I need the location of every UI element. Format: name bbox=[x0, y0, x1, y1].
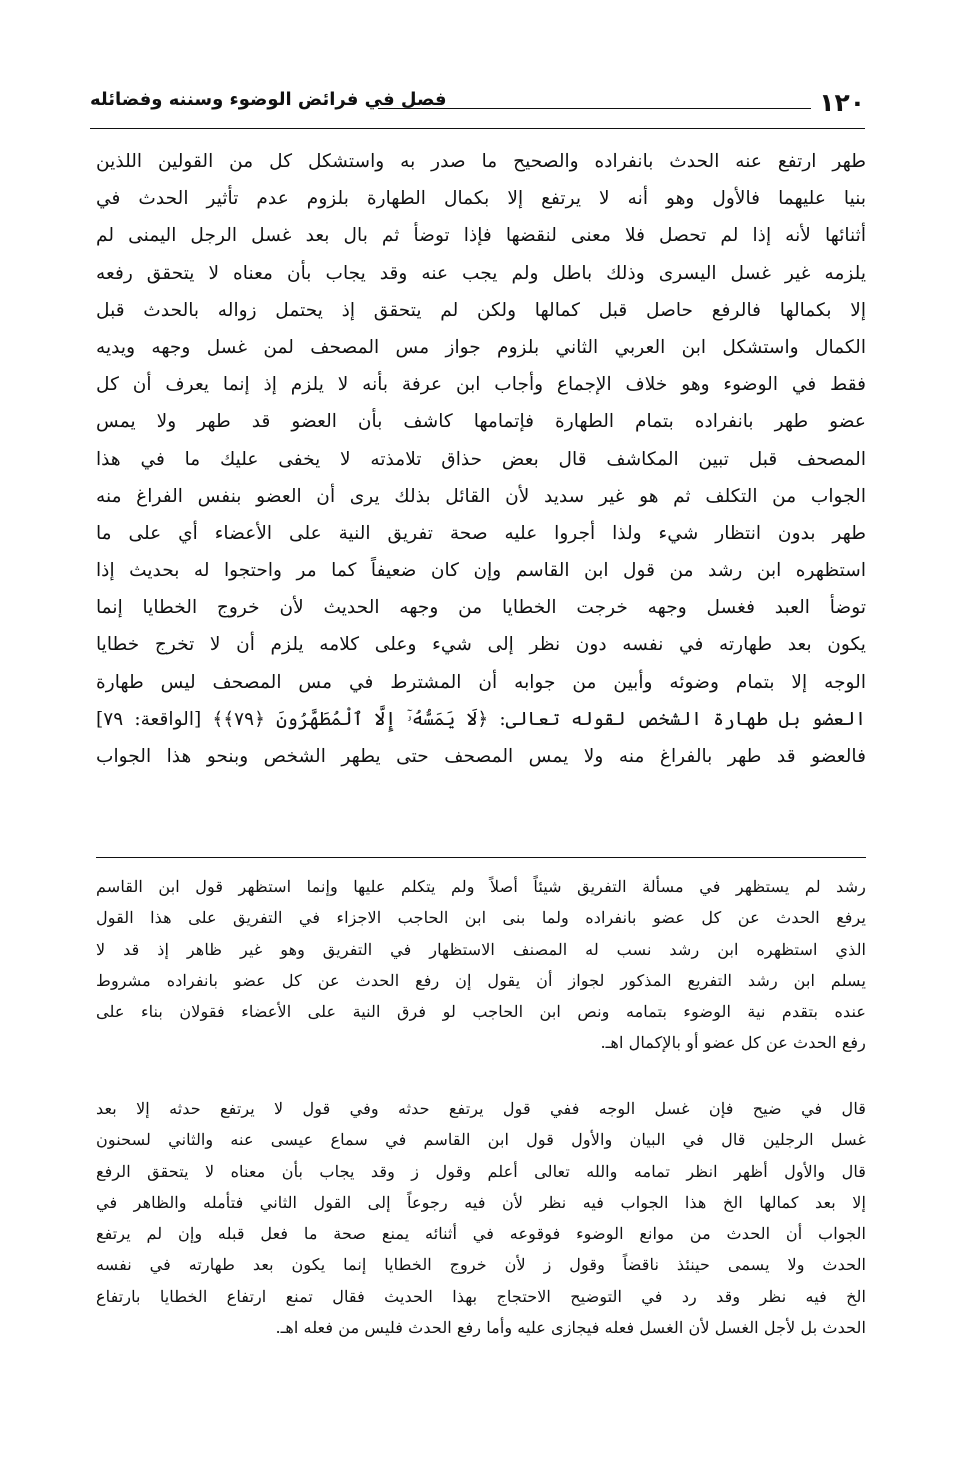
footnote-line: عنده بتقدم نية الوضوء بتمامه ونص ابن الحاجب لو فرق النية على الأعضاء فقولان بناء على bbox=[96, 1002, 866, 1022]
footnote-line: رشد لم يستظهر في مسألة التفريق شيئاً أصلاً ولم يتكلم عليها وإنما استظهر قول ابن القاسم bbox=[96, 877, 866, 896]
text-line: أثنائها لأنه إذا لم تحصل فلا معنى لنقضها فإذا توضأ ثم بال بعد غسل الرجل اليمنى لم bbox=[96, 225, 866, 247]
footnote-line: الذي استظهره ابن رشد نسب له المصنف الاستظهار في التفريق وهو غير ظاهر إذ قد لا bbox=[96, 939, 866, 959]
text-line-quran-verse: العضو بل طهارة الشخص لقوله تعالى: ﴿لَا يَمَسُّهُۥٓ إِلَّا ٱلْمُطَهَّرُونَ ﴿٧٩﴾﴾ [الواقعة: ٧٩] bbox=[96, 708, 866, 730]
footnote-line: إلا بعد كمالها الخ هذا الجواب فيه نظر لأن فيه رجوعاً إلى القول الثاني فتأمله والظاهر في bbox=[96, 1192, 866, 1212]
text-line: فقط في الوضوء وهو خلاف الإجماع وأجاب ابن عرفة بأنه لا يلزم إذ إنما يعرف أن كل bbox=[96, 374, 866, 396]
text-line: عضو طهر بانفراده بتمام الطهارة فإتمامها كاشف بأن العضو قد طهر ولا يمس bbox=[96, 411, 866, 433]
running-header bbox=[90, 84, 865, 130]
footnote-line: الحدث ولا يسمى حينئذ ناقضاً وقول ز لأن خروج الخطايا إنما يكون بعد طهارته في نفسه bbox=[96, 1255, 866, 1275]
text-line: استظهره ابن رشد من قول ابن القاسم وإن كان ضعيفاً كما مر واحتجوا له بحديث إذا bbox=[96, 560, 866, 582]
text-line: بنيا عليهما فالأول وهو أنه لا يرتفع إلا بكمال الطهارة بلزوم عدم تأثير الحدث في bbox=[96, 188, 866, 210]
text-line: طهر بدون انتظار شيء ولذا أجروا عليه صحة تفريق النية على الأعضاء أي على ما bbox=[96, 522, 866, 544]
text-line: المصحف قبل تبين المكاشف قال بعض حذاق تلامذته لا يخفى عليك ما في هذا bbox=[96, 448, 866, 470]
footnote-paragraph-2 bbox=[96, 1093, 866, 1343]
footnote-divider bbox=[96, 857, 866, 858]
footnote-line: رفع الحدث عن كل عضو أو بالإكمال اهـ. bbox=[600, 1033, 866, 1053]
footnote-paragraph-1 bbox=[96, 871, 866, 1059]
main-text bbox=[96, 143, 866, 775]
text-line: طهر ارتفع عنه الحدث بانفراده والصحيح ما صدر به واستشكل كل من القولين اللذين bbox=[96, 151, 866, 172]
text-line: إلا بكمالها فالرفع حاصل قبل كمالها ولكن لم يتحقق إذ يحتمل زواله بالحدث قبل bbox=[96, 299, 866, 321]
text-line: توضأ العبد فغسل وجهه خرجت الخطايا من وجهه الحديث لأن خروج الخطايا إنما bbox=[96, 597, 866, 619]
footnote-line: قال في ضيح فإن غسل الوجه ففي قول يرتفع حدثه وفي قول لا يرتفع حدثه إلا بعد bbox=[96, 1099, 866, 1118]
footnote-line: قال والأول أظهر انظر تمامه والله تعالى أعلم وقول ز وقد يجاب بأن معناه لا يتحقق الرفع bbox=[96, 1161, 866, 1181]
footnote-line: يرفع الحدث عن كل عضو بانفراده ولما بنى ابن الحاجب الاجزاء في التفريق على هذا القول bbox=[96, 908, 866, 928]
footnote-line: يسلم ابن رشد التفريع المذكور لجواز أن يقول إن رفع الحدث عن كل عضو بانفراده مشروط bbox=[96, 970, 866, 990]
chapter-title: فصل في فرائض الوضوء وسننه وفضائله bbox=[90, 89, 447, 110]
page-number: ١٢٠ bbox=[819, 88, 865, 117]
text-line: فالعضو قد طهر بالفراغ منه ولا يمس المصحف حتى يطهر الشخص وبنحو هذا الجواب bbox=[96, 746, 866, 767]
text-line: الجواب من التكلف ثم هو غير سديد لأن القائل بذلك يرى أن العضو بنفس الفراغ منه bbox=[96, 485, 866, 507]
footnote-line: الخ فيه نظر وقد رد في التوضيح الاحتجاج بهذا الحديث فقال تمنع ارتفاع الخطايا بارتفاع bbox=[96, 1286, 866, 1306]
header-underline bbox=[90, 128, 865, 129]
text-line: يكون بعد طهارته في نفسه دون نظر إلى شيء وعلى كلامه يلزم أن لا تخرج خطايا bbox=[96, 634, 866, 656]
footnote-line: الحدث بل لأجل الغسل لأن الغسل فعله فيجازى عليه وأما رفع الحدث فليس من فعله اهـ. bbox=[275, 1318, 866, 1338]
text-line: يلزمه غير غسل اليسرى وذلك باطل ولم يجب عنه وقد يجاب بأن معناه لا يتحقق رفعه bbox=[96, 262, 866, 284]
text-line: الكمال واستشكل ابن العربي الثاني بلزوم جواز مس المصحف لمن غسل وجهه ويديه bbox=[96, 336, 866, 358]
footnote-line: الجواب أن الحدث من موانع الوضوء فوقوعه في أثنائه يمنع صحة ما فعل قبله وإن لم يرتفع bbox=[96, 1224, 866, 1244]
footnote-line: غسل الرجلين قال في البيان والأول قول ابن القاسم في سماع عيسى عنه والثاني لسحنون bbox=[96, 1130, 866, 1150]
text-line: الوجه إلا بتمام وضوئه وأبين من جوابه أن المشترط في مس المصحف ليس طهارة bbox=[96, 671, 866, 693]
